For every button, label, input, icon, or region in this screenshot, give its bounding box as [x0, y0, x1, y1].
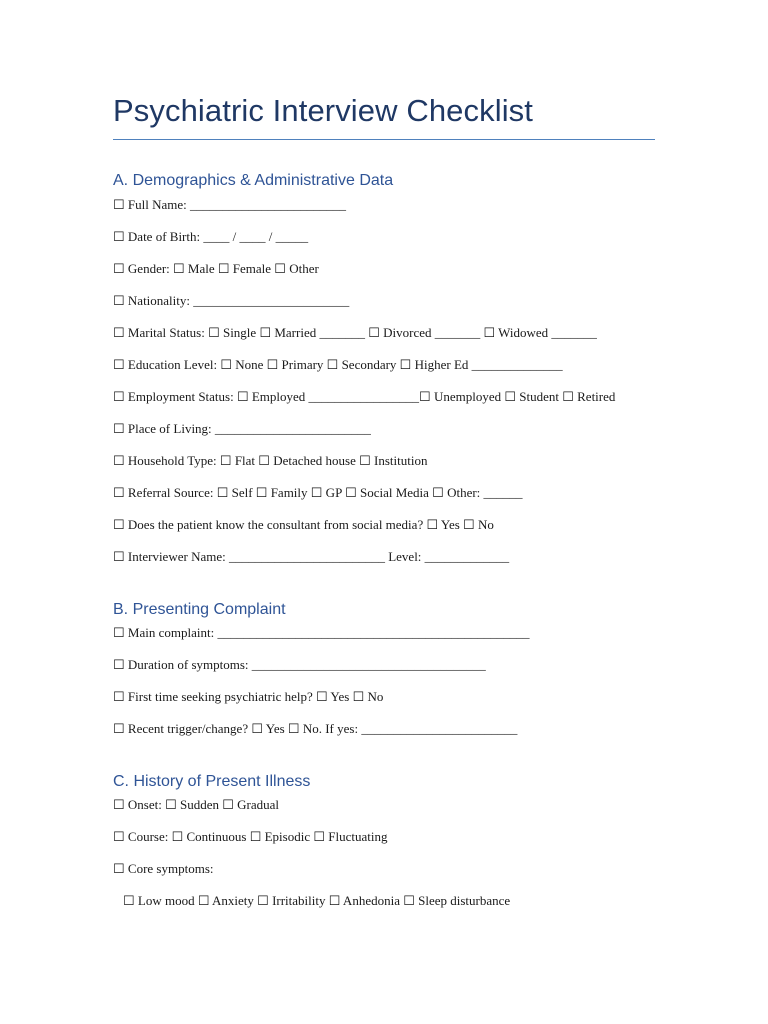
section-a-heading: A. Demographics & Administrative Data: [113, 172, 394, 189]
onset-item[interactable]: ☐ Onset: ☐ Sudden ☐ Gradual: [113, 797, 280, 812]
referral-source-item[interactable]: ☐ Referral Source: ☐ Self ☐ Family ☐ GP ☐ Social Media ☐ Other: ______: [113, 485, 523, 500]
education-level-item[interactable]: ☐ Education Level: ☐ None ☐ Primary ☐ Secondary ☐ Higher Ed ______________: [113, 357, 563, 372]
core-symptoms-options[interactable]: ☐ Low mood ☐ Anxiety ☐ Irritability ☐ Anhedonia ☐ Sleep disturbance: [123, 893, 511, 908]
full-name-item[interactable]: ☐ Full Name: ________________________: [113, 197, 347, 212]
date-of-birth-item[interactable]: ☐ Date of Birth: ____ / ____ / _____: [113, 229, 309, 244]
recent-trigger-item[interactable]: ☐ Recent trigger/change? ☐ Yes ☐ No. If yes: ________________________: [113, 721, 518, 736]
main-complaint-item[interactable]: ☐ Main complaint: ________________________________________________: [113, 625, 530, 640]
interviewer-item[interactable]: ☐ Interviewer Name: ________________________ Level: _____________: [113, 549, 510, 564]
place-of-living-item[interactable]: ☐ Place of Living: ________________________: [113, 421, 371, 436]
marital-status-item[interactable]: ☐ Marital Status: ☐ Single ☐ Married _______ ☐ Divorced _______ ☐ Widowed _______: [113, 325, 597, 340]
nationality-item[interactable]: ☐ Nationality: ________________________: [113, 293, 350, 308]
employment-status-item[interactable]: ☐ Employment Status: ☐ Employed _________________☐ Unemployed ☐ Student ☐ Retired: [113, 389, 616, 404]
title-divider: [113, 139, 655, 140]
social-media-item[interactable]: ☐ Does the patient know the consultant from social media? ☐ Yes ☐ No: [113, 517, 494, 532]
household-type-item[interactable]: ☐ Household Type: ☐ Flat ☐ Detached house ☐ Institution: [113, 453, 428, 468]
gender-item[interactable]: ☐ Gender: ☐ Male ☐ Female ☐ Other: [113, 261, 319, 276]
section-b-heading: B. Presenting Complaint: [113, 601, 286, 618]
core-symptoms-item[interactable]: ☐ Core symptoms:: [113, 861, 214, 876]
section-c-heading: C. History of Present Illness: [113, 773, 311, 790]
document-title: Psychiatric Interview Checklist: [113, 93, 533, 128]
course-item[interactable]: ☐ Course: ☐ Continuous ☐ Episodic ☐ Fluctuating: [113, 829, 388, 844]
duration-item[interactable]: ☐ Duration of symptoms: ____________________________________: [113, 657, 486, 672]
first-time-item[interactable]: ☐ First time seeking psychiatric help? ☐ Yes ☐ No: [113, 689, 384, 704]
